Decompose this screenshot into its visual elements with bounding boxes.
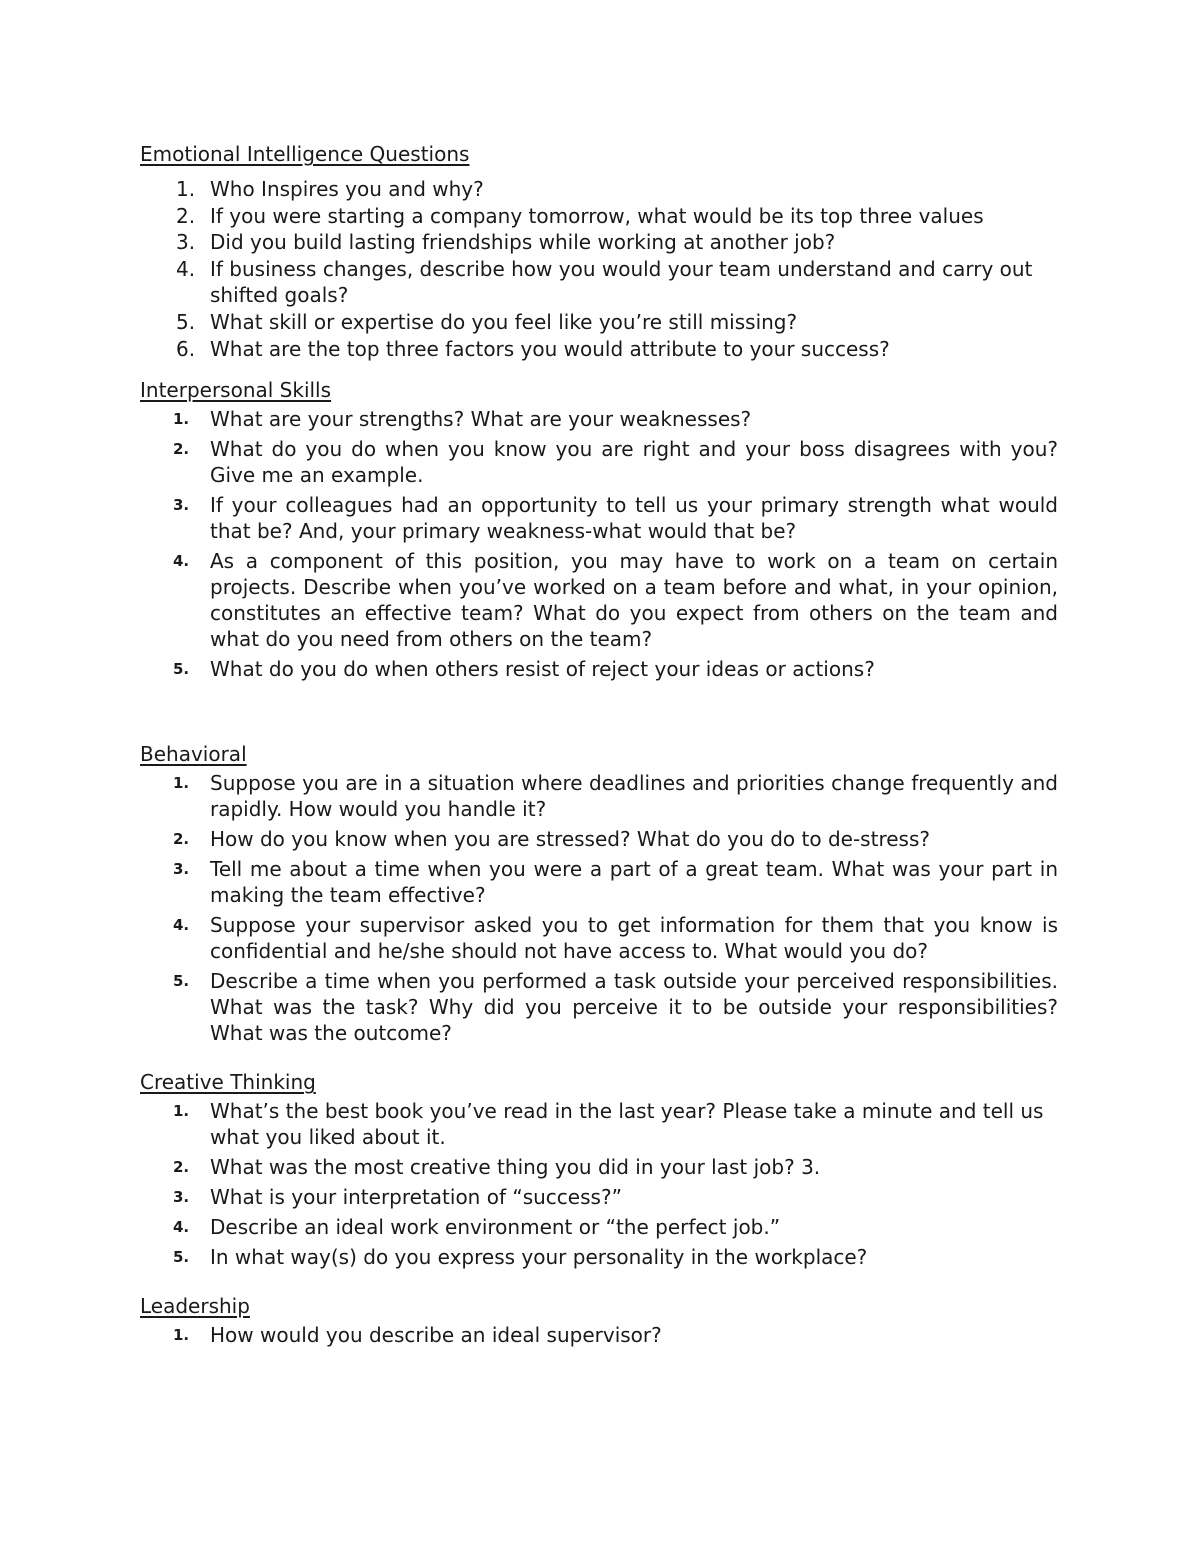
item-text: What is your interpretation of “success?” [210,1185,622,1210]
section-heading: Interpersonal Skills [140,378,332,403]
list-item [140,770,1058,822]
list-item [140,336,1058,363]
item-number: 3. [173,1188,190,1207]
item-text: How do you know when you are stressed? What do you do to de-stress? [210,827,930,852]
item-number: 1. [176,177,196,201]
section-creative-thinking [140,1068,1058,1270]
question-list [140,176,1058,362]
list-item [140,968,1058,1046]
item-number: 5. [173,972,190,991]
section-heading: Behavioral [140,742,247,767]
item-text: In what way(s) do you express your personality in the workplace? [210,1245,868,1270]
list-item [140,1098,1058,1150]
item-text: Suppose you are in a situation where deadlines and priorities change frequently and rapidly. How would you handle it? [210,771,1058,822]
item-number: 4. [173,552,190,571]
item-number: 4. [173,916,190,935]
item-number: 5. [173,660,190,679]
list-item [140,406,1058,432]
item-text: What skill or expertise do you feel like you’re still missing? [210,309,798,334]
list-item [140,912,1058,964]
item-text: What do you do when others resist of reject your ideas or actions? [210,657,875,682]
document-page [140,140,1058,1352]
section-heading: Leadership [140,1294,250,1319]
list-item [140,1214,1058,1240]
item-text: Who Inspires you and why? [210,177,484,201]
item-number: 3. [173,496,190,515]
question-list [140,770,1058,1046]
item-number: 2. [173,830,190,849]
item-text: How would you describe an ideal supervisor? [210,1323,662,1348]
item-number: 2. [176,203,196,228]
list-item [140,1244,1058,1270]
item-text: Did you build lasting friendships while working at another job? [210,230,836,255]
item-text: Suppose your supervisor asked you to get information for them that you know is confidential and he/she should not have access to. What would you do? [210,913,1058,964]
item-text: What’s the best book you’ve read in the last year? Please take a minute and tell us what you liked about it. [210,1099,1044,1150]
item-text: If your colleagues had an opportunity to tell us your primary strength what would that be? And, your primary weakness-what would that be? [210,493,1058,544]
item-text: What are the top three factors you would attribute to your success? [210,336,890,361]
item-text: What do you do when you know you are right and your boss disagrees with you? Give me an example. [210,437,1058,488]
item-number: 4. [173,1218,190,1237]
question-list [140,1322,1058,1348]
item-number: 1. [173,1102,190,1121]
item-number: 1. [173,774,190,793]
item-number: 6. [176,336,196,361]
item-number: 1. [173,410,190,429]
item-text: If you were starting a company tomorrow, what would be its top three values [210,203,984,228]
list-item [140,176,1058,203]
list-item [140,256,1058,309]
item-number: 2. [173,1158,190,1177]
list-item [140,203,1058,230]
list-item [140,309,1058,336]
list-item [140,656,1058,682]
section-emotional-intelligence [140,140,1058,362]
item-text: If business changes, describe how you would your team understand and carry out shifted goals? [210,256,1033,308]
question-list [140,406,1058,682]
item-number: 2. [173,440,190,459]
item-number: 3. [176,230,196,255]
list-item [140,229,1058,256]
section-behavioral [140,740,1058,1046]
item-text: Tell me about a time when you were a part of a great team. What was your part in making the team effective? [210,857,1058,908]
section-interpersonal-skills [140,376,1058,682]
item-number: 5. [173,1248,190,1267]
item-number: 4. [176,256,196,281]
item-text: What are your strengths? What are your weaknesses? [210,407,752,432]
list-item [140,1322,1058,1348]
list-item [140,436,1058,488]
section-heading: Emotional Intelligence Questions [140,142,470,166]
item-text: Describe a time when you performed a task outside your perceived responsibilities. What was the task? Why did you perceive it to be outside your responsibilities? What was the outcome? [210,969,1058,1046]
question-list [140,1098,1058,1270]
list-item [140,492,1058,544]
item-number: 1. [173,1326,190,1345]
item-number: 3. [173,860,190,879]
list-item [140,856,1058,908]
list-item [140,1154,1058,1180]
item-number: 5. [176,309,196,334]
section-leadership [140,1292,1058,1348]
item-text: Describe an ideal work environment or “the perfect job.” [210,1215,781,1240]
list-item [140,548,1058,652]
list-item [140,826,1058,852]
item-text: As a component of this position, you may have to work on a team on certain projects. Describe when you’ve worked on a team before and what, in your opinion, constitutes an effective team? What do you expect from others on the team and what do you need from others on the team? [210,549,1058,652]
item-text: What was the most creative thing you did in your last job? 3. [210,1155,821,1180]
list-item [140,1184,1058,1210]
section-heading: Creative Thinking [140,1070,316,1095]
